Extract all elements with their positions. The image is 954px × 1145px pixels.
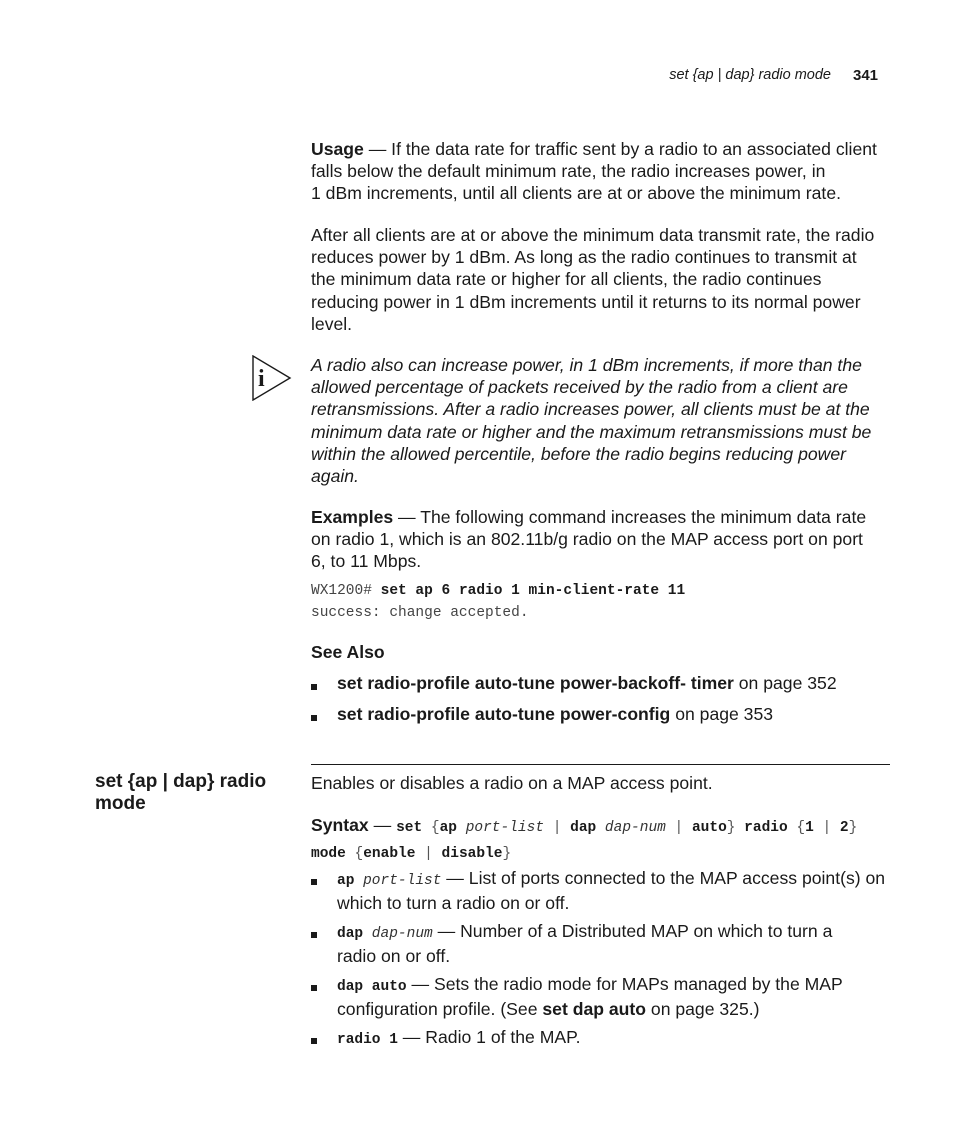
text-line: on radio 1, which is an 802.11b/g radio on the MAP access port on port — [311, 529, 863, 550]
usage-label: Usage — [311, 139, 364, 159]
code-example — [311, 580, 891, 624]
text-line: reducing power in 1 dBm increments until it returns to its normal power — [311, 291, 861, 312]
power-reduction-paragraph — [311, 224, 891, 335]
see-also-item — [337, 703, 889, 725]
param-item-dap — [337, 920, 889, 967]
cli-command: set ap 6 radio 1 min-client-rate 11 — [380, 583, 686, 599]
arg-dap-num: dap-num — [596, 820, 666, 836]
command-line — [311, 580, 891, 602]
running-header-title: set {ap | dap} radio mode — [669, 67, 831, 83]
heading-line: mode — [95, 793, 146, 814]
kw-set: set — [396, 820, 423, 836]
section-description: Enables or disables a radio on a MAP access point. — [311, 773, 713, 793]
kw-disable: disable — [441, 846, 503, 862]
text-line: ap port-list — List of ports connected to the MAP access point(s) on — [337, 868, 886, 889]
see-also-item — [337, 672, 889, 694]
text-line: retransmissions. After a radio increases power, all clients must be at the — [311, 399, 870, 420]
page-reference: on page 353 — [670, 704, 774, 724]
text-line: allowed percentage of packets received by the radio from a client are — [311, 377, 848, 398]
text-line: After all clients are at or above the minimum data transmit rate, the radio — [311, 225, 875, 245]
kw-dap: dap — [570, 820, 597, 836]
text-line: dap dap-num — Number of a Distributed MAP on which to turn a — [337, 921, 833, 942]
text-line: the minimum data rate or higher for all clients, the radio continues — [311, 269, 822, 290]
set-dap-auto-link[interactable]: set dap auto — [542, 999, 647, 1020]
cli-prompt: WX1200# — [311, 583, 381, 599]
text-line: dap auto — Sets the radio mode for MAPs managed by the MAP — [337, 974, 843, 995]
text-line: A radio also can increase power, in 1 dBm increments, if more than the — [311, 355, 862, 375]
page-number: 341 — [853, 67, 879, 84]
arg-port-list: port-list — [457, 820, 545, 836]
section-heading — [95, 771, 295, 815]
bullet-icon — [311, 932, 317, 938]
bullet-icon — [311, 715, 317, 721]
bullet-icon — [311, 985, 317, 991]
note-paragraph — [311, 354, 891, 487]
param-item-ap — [337, 867, 889, 914]
text-line: minimum data rate or higher and the maximum retransmissions must be — [311, 421, 872, 442]
see-also-heading: See Also — [311, 642, 385, 662]
examples-paragraph — [311, 506, 891, 573]
syntax-line-1: Syntax — set {ap port-list | dap dap-num | auto} radio {1 | 2} — [311, 815, 858, 836]
syntax-line-2: mode {enable | disable} — [311, 846, 512, 862]
kw-radio: radio — [735, 820, 788, 836]
text-line: reduces power by 1 dBm. As long as the radio continues to transmit at — [311, 247, 857, 268]
text-line: 6, to 11 Mbps. — [311, 551, 422, 572]
bullet-icon — [311, 879, 317, 885]
text-line: radio on or off. — [337, 946, 451, 967]
kw-mode: mode — [311, 846, 346, 862]
text-line: radio 1 — Radio 1 of the MAP. — [337, 1027, 581, 1048]
bullet-icon — [311, 684, 317, 690]
svg-text:i: i — [258, 366, 265, 392]
cli-output: success: change accepted. — [311, 605, 529, 621]
param-item-radio-1 — [337, 1026, 889, 1051]
see-also-link[interactable]: set radio-profile auto-tune power-config — [337, 704, 671, 724]
text-line: within the allowed percentile, before the radio begins reducing power — [311, 443, 846, 464]
kw-enable: enable — [363, 846, 416, 862]
text-line: level. — [311, 313, 353, 334]
examples-line-1: Examples — The following command increases the minimum data rate — [311, 507, 867, 527]
usage-line-3: 1 dBm increments, until all clients are at or above the minimum rate. — [311, 183, 841, 204]
bullet-icon — [311, 1038, 317, 1044]
usage-line-1: Usage — If the data rate for traffic sent by a radio to an associated client — [311, 139, 877, 159]
information-icon — [252, 355, 292, 401]
syntax-label: Syntax — [311, 815, 369, 835]
page-reference: on page 352 — [733, 673, 837, 693]
text-line: which to turn a radio on or off. — [337, 893, 570, 914]
text-line: again. — [311, 466, 359, 487]
kw-ap: ap — [439, 820, 457, 836]
usage-line-2: falls below the default minimum rate, the radio increases power, in — [311, 161, 826, 182]
section-divider — [311, 764, 890, 765]
kw-auto: auto — [691, 820, 727, 836]
examples-label: Examples — [311, 507, 394, 527]
syntax-block — [311, 814, 891, 866]
heading-line: set {ap | dap} radio — [95, 771, 267, 792]
see-also-link[interactable]: set radio-profile auto-tune power-backoff- timer — [337, 673, 734, 693]
text-line: configuration profile. (See set dap auto on page 325.) — [337, 999, 760, 1020]
param-item-dap-auto — [337, 973, 889, 1020]
usage-paragraph — [311, 138, 891, 205]
